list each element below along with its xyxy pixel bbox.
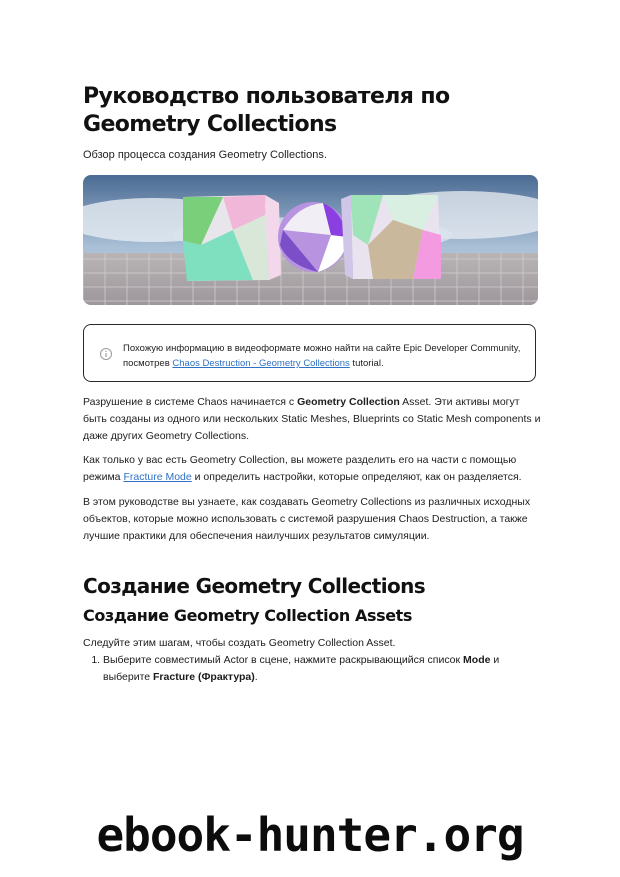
- para2-text-b: и определить настройки, которые определяют, как он разделяется.: [191, 471, 522, 483]
- para1-text-b: Asset. Эти активы могут быть созданы из одного или нескольких Static Meshes, Blueprints со Static Mesh components и даже других Geometry Collections.: [83, 396, 541, 442]
- steps-intro: Следуйте этим шагам, чтобы создать Geometry Collection Asset.: [83, 637, 396, 649]
- step1-bold-mode: Mode: [463, 654, 491, 666]
- watermark: ebook-hunter.org: [96, 808, 524, 862]
- step1-text-c: .: [254, 671, 258, 683]
- paragraph-fracture: [83, 452, 543, 486]
- section-heading: Создание Geometry Collections: [83, 574, 426, 598]
- fracture-mode-link[interactable]: Fracture Mode: [123, 471, 192, 483]
- info-text-after: tutorial.: [349, 358, 384, 369]
- para1-text-a: Разрушение в системе Chaos начинается с: [83, 396, 298, 408]
- steps-list: [83, 652, 543, 686]
- step1-text-a: Выберите совместимый Actor в сцене, нажмите раскрывающийся список: [103, 654, 464, 666]
- info-text-before: Похожую информацию в видеоформате можно найти на сайте Epic Developer Community, посмотрев: [123, 343, 521, 369]
- paragraph-guide: В этом руководстве вы узнаете, как создавать Geometry Collections из различных исходных объектов, которые можно использовать с системой разрушения Chaos Destruction, а также лучшие практики для обеспечения наилучших результатов симуляции.: [83, 496, 531, 542]
- para2-text-a: Как только у вас есть Geometry Collection, вы можете разделить его на части с помощью режима: [83, 454, 517, 483]
- paragraph-intro: [83, 394, 543, 445]
- subsection-heading: Создание Geometry Collection Assets: [83, 606, 413, 625]
- info-callout-text: [123, 341, 523, 371]
- para1-bold: Geometry Collection: [297, 396, 400, 408]
- step1-bold-fracture: Fracture (Фрактура): [153, 671, 255, 683]
- page-title: Руководство пользователя по Geometry Collections: [83, 84, 450, 137]
- list-item: [103, 652, 543, 686]
- tutorial-link[interactable]: Chaos Destruction - Geometry Collections: [172, 358, 350, 369]
- geometry-collection-cubes-image: [83, 175, 538, 305]
- info-callout: [83, 324, 536, 382]
- step1-text-b: и выберите: [103, 654, 500, 683]
- page-subtitle: Обзор процесса создания Geometry Collections.: [83, 149, 327, 161]
- info-icon: [99, 347, 113, 361]
